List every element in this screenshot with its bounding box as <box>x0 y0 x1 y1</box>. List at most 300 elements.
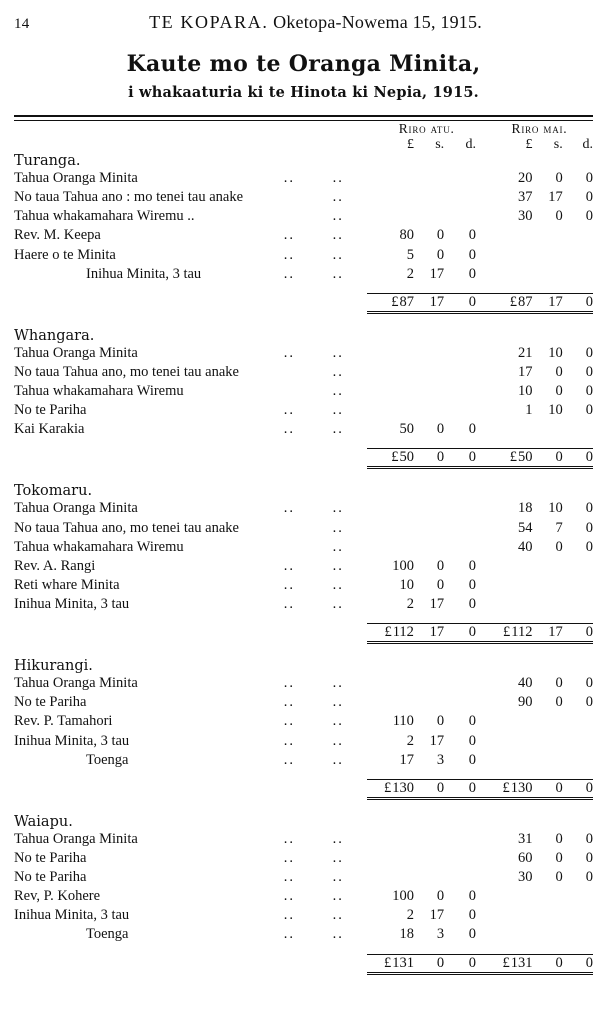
amount-left-pence <box>444 188 486 207</box>
spacer-cell <box>284 954 333 973</box>
total-right-shillings: 0 <box>533 779 563 798</box>
amount-right-shillings <box>533 712 563 731</box>
ledger-row <box>14 576 593 595</box>
total-right-pence: 0 <box>563 954 593 973</box>
amount-left-pence <box>444 344 486 363</box>
amount-right-shillings: 0 <box>555 830 563 847</box>
section-heading-row <box>14 658 593 674</box>
symbol-pence-right: d. <box>582 137 593 152</box>
amount-right-shillings <box>533 246 563 265</box>
leader-dots: .. <box>283 849 295 866</box>
amount-right-pence: 0 <box>585 383 593 399</box>
amount-left-pence: 0 <box>468 888 476 905</box>
amount-right-pence: 0 <box>585 519 593 536</box>
spacer-cell <box>14 798 593 814</box>
amount-left-pence: 0 <box>468 557 476 574</box>
section-name: Whangara. <box>14 327 95 344</box>
amount-right-pounds: 40 <box>518 675 533 692</box>
total-left-shillings: 0 <box>414 449 444 468</box>
leader-dots: .. <box>332 383 344 399</box>
amount-left-pounds: 5 <box>406 246 414 263</box>
amount-right-shillings <box>533 420 563 439</box>
ledger-row <box>14 693 593 712</box>
amount-right-pounds: 18 <box>518 500 533 517</box>
ledger-row <box>14 207 593 226</box>
amount-right-pounds <box>486 732 533 751</box>
spacer-cell <box>14 614 593 624</box>
amount-left-pounds <box>367 519 414 538</box>
amount-left-pence <box>444 207 486 226</box>
total-left-pounds: £50 <box>367 449 414 468</box>
amount-right-shillings: 0 <box>555 208 563 225</box>
amount-right-shillings: 0 <box>555 675 563 692</box>
spacer-cell <box>14 449 284 468</box>
amount-left-pence: 0 <box>468 246 476 263</box>
amount-right-shillings <box>533 751 563 770</box>
ledger-row-label: Inihua Minita, 3 tau <box>86 265 202 282</box>
amount-right-pence <box>563 925 593 944</box>
ledger-row-label: Rev. P. Tamahori <box>14 713 113 730</box>
ledger-row-label: Kai Karakia <box>14 421 85 438</box>
ledger-row-label: Tahua whakamahara Wiremu .. <box>14 208 195 225</box>
section-gap-row <box>14 643 593 659</box>
spacer-cell <box>333 954 368 973</box>
ledger-row <box>14 169 593 188</box>
total-left-shillings: 0 <box>414 954 444 973</box>
ledger-row-label: Inihua Minita, 3 tau <box>14 907 130 924</box>
leader-dots: .. <box>283 344 295 361</box>
amount-left-pounds <box>367 363 414 382</box>
amount-left-pence <box>444 868 486 887</box>
total-left-pence: 0 <box>444 624 486 643</box>
amount-left-pence: 0 <box>468 421 476 438</box>
amount-left-shillings <box>414 363 444 382</box>
amount-right-pence <box>563 906 593 925</box>
amount-left-shillings <box>414 169 444 188</box>
ledger-row <box>14 830 593 849</box>
total-left-pence: 0 <box>444 449 486 468</box>
leader-dots <box>284 188 333 207</box>
amount-left-shillings: 0 <box>436 421 445 438</box>
amount-left-shillings <box>414 693 444 712</box>
amount-left-pounds <box>367 169 414 188</box>
amount-left-shillings <box>414 499 444 518</box>
spacer-cell <box>333 779 368 798</box>
amount-left-pounds: 10 <box>399 576 414 593</box>
amount-left-pounds: 2 <box>406 907 414 924</box>
amount-left-pounds: 2 <box>406 596 414 612</box>
amount-right-shillings: 10 <box>548 402 563 419</box>
amount-right-pence <box>563 226 593 245</box>
spacer-cell <box>14 137 284 153</box>
amount-right-pence: 0 <box>585 694 593 711</box>
amount-left-pounds <box>367 344 414 363</box>
leader-dots: .. <box>332 751 344 768</box>
leader-dots <box>284 382 333 401</box>
total-left-pounds: £87 <box>367 293 414 312</box>
symbol-shilling-right: s. <box>553 137 563 152</box>
section-total-row <box>14 624 593 643</box>
amount-right-pence <box>563 751 593 770</box>
amount-right-pounds <box>486 557 533 576</box>
total-right-pence: 0 <box>563 624 593 643</box>
amount-left-pounds: 17 <box>399 751 414 768</box>
amount-left-shillings: 0 <box>436 246 445 263</box>
ledger-row <box>14 420 593 439</box>
leader-dots: .. <box>332 576 344 593</box>
section-gap-row <box>14 798 593 814</box>
leader-dots: .. <box>283 888 295 905</box>
leader-dots: .. <box>283 596 295 612</box>
total-right-shillings: 0 <box>533 954 563 973</box>
total-spacer-row <box>14 439 593 449</box>
amount-right-pounds: 31 <box>518 830 533 847</box>
leader-dots: .. <box>283 907 295 924</box>
amount-right-shillings: 0 <box>555 849 563 866</box>
total-right-pence: 0 <box>563 779 593 798</box>
amount-left-pounds <box>367 674 414 693</box>
section-gap-row <box>14 312 593 328</box>
leader-dots: .. <box>332 538 344 555</box>
total-spacer-row <box>14 770 593 780</box>
amount-right-pounds: 40 <box>518 538 533 555</box>
amount-right-shillings <box>533 925 563 944</box>
amount-left-pence: 0 <box>468 227 476 244</box>
leader-dots: .. <box>332 421 344 438</box>
ledger-row-label: Rev, P. Kohere <box>14 888 101 905</box>
ledger-row <box>14 595 593 614</box>
amount-left-shillings: 17 <box>429 907 445 924</box>
column-header-riro-mai: Riro mai. <box>511 121 568 136</box>
spacer-cell <box>14 284 593 294</box>
section-heading-row <box>14 328 593 344</box>
amount-right-pounds <box>486 265 533 284</box>
amount-right-pounds: 21 <box>518 344 533 361</box>
amount-left-pence <box>444 169 486 188</box>
ledger-row <box>14 499 593 518</box>
amount-left-pounds <box>367 849 414 868</box>
spacer-cell <box>284 779 333 798</box>
ledger-row-label: No taua Tahua ano, mo tenei tau anake <box>14 519 239 536</box>
issue-date: Oketopa-Nowema 15, 1915. <box>273 12 482 32</box>
leader-dots: .. <box>332 208 344 225</box>
total-right-pounds: £130 <box>486 779 533 798</box>
amount-right-pence: 0 <box>585 849 593 866</box>
total-right-pence: 0 <box>563 293 593 312</box>
leader-dots: .. <box>283 926 295 943</box>
spacer-cell <box>14 945 593 955</box>
amount-left-shillings <box>414 674 444 693</box>
section-name: Tokomaru. <box>14 483 93 500</box>
leader-dots: .. <box>332 869 344 885</box>
total-right-pounds: £50 <box>486 449 533 468</box>
leader-dots <box>284 519 333 538</box>
amount-left-shillings <box>414 538 444 557</box>
amount-right-pence <box>563 246 593 265</box>
amount-right-pounds: 90 <box>518 694 533 711</box>
ledger-row-label: Tahua Oranga Minita <box>14 500 138 517</box>
ledger-row <box>14 849 593 868</box>
total-right-pounds: £87 <box>486 293 533 312</box>
spacer-cell <box>333 137 368 153</box>
amount-left-pence <box>444 674 486 693</box>
amount-left-pence: 0 <box>468 713 476 730</box>
amount-right-shillings <box>533 576 563 595</box>
amount-left-shillings <box>414 519 444 538</box>
amount-left-pence: 0 <box>468 576 476 593</box>
amount-right-pounds <box>486 595 533 614</box>
amount-right-pounds: 54 <box>518 519 533 536</box>
leader-dots: .. <box>332 519 344 536</box>
amount-right-shillings: 0 <box>555 694 563 711</box>
amount-right-pounds <box>486 226 533 245</box>
section-gap-row <box>14 468 593 484</box>
leader-dots: .. <box>332 170 344 186</box>
amount-right-pounds: 10 <box>518 383 533 399</box>
leader-dots: .. <box>332 713 344 730</box>
spacer-cell <box>14 468 593 484</box>
accounts-ledger <box>14 121 593 975</box>
ledger-row-label: Tahua whakamahara Wiremu <box>14 383 184 399</box>
amount-left-pounds <box>367 538 414 557</box>
leader-dots: .. <box>283 751 295 768</box>
amount-left-pounds: 110 <box>392 713 414 730</box>
spacer-cell <box>14 121 284 137</box>
column-header-row <box>14 121 593 137</box>
ledger-row-label: No te Pariha <box>14 694 87 711</box>
amount-left-shillings <box>414 207 444 226</box>
spacer-cell <box>14 439 593 449</box>
amount-left-pounds: 2 <box>406 265 414 282</box>
amount-right-pence <box>563 595 593 614</box>
leader-dots: .. <box>283 246 295 263</box>
amount-right-pence <box>563 557 593 576</box>
amount-left-pence <box>444 499 486 518</box>
spacer-cell <box>14 779 284 798</box>
amount-left-pounds <box>367 693 414 712</box>
spacer-cell <box>333 624 368 643</box>
amount-right-pence: 0 <box>585 170 593 186</box>
leader-dots: .. <box>283 227 295 244</box>
leader-dots: .. <box>283 576 295 593</box>
leader-dots: .. <box>332 500 344 517</box>
amount-left-shillings: 0 <box>436 713 445 730</box>
total-right-pounds: £131 <box>486 954 533 973</box>
amount-left-pounds: 50 <box>399 421 414 438</box>
amount-left-pence <box>444 363 486 382</box>
section-heading-row <box>14 483 593 499</box>
leader-dots: .. <box>332 888 344 905</box>
total-spacer-row <box>14 945 593 955</box>
ledger-row <box>14 868 593 887</box>
amount-right-pounds: 30 <box>518 208 533 225</box>
ledger-row-label: Rev. M. Keepa <box>14 227 101 244</box>
amount-right-shillings: 0 <box>555 170 563 186</box>
leader-dots: .. <box>283 402 295 419</box>
total-left-pence: 0 <box>444 293 486 312</box>
ledger-row <box>14 363 593 382</box>
amount-right-shillings: 0 <box>555 383 563 399</box>
amount-right-pence: 0 <box>585 675 593 692</box>
amount-left-shillings <box>414 830 444 849</box>
spacer-cell <box>284 624 333 643</box>
leader-dots: .. <box>332 830 344 847</box>
leader-dots: .. <box>332 907 344 924</box>
ledger-row-label: Haere o te Minita <box>14 246 116 263</box>
amount-left-shillings: 17 <box>429 265 445 282</box>
ledger-row <box>14 906 593 925</box>
total-right-shillings: 17 <box>533 293 563 312</box>
spacer-cell <box>14 293 284 312</box>
ledger-row-label: No te Pariha <box>14 849 87 866</box>
amount-right-pounds <box>486 246 533 265</box>
leader-dots: .. <box>332 926 344 943</box>
leader-dots: .. <box>283 500 295 517</box>
spacer-cell <box>14 770 593 780</box>
total-left-pence: 0 <box>444 779 486 798</box>
ledger-row-label: No taua Tahua ano : mo tenei tau anake <box>14 189 244 206</box>
leader-dots: .. <box>332 265 344 282</box>
leader-dots: .. <box>283 830 295 847</box>
leader-dots: .. <box>332 246 344 263</box>
amount-left-pounds: 100 <box>392 888 414 905</box>
spacer-cell <box>333 449 368 468</box>
amount-left-shillings <box>414 849 444 868</box>
page-subtitle: i whakaaturia ki te Hinota ki Nepia, 1915. <box>128 84 479 101</box>
ledger-row-label: Tahua Oranga Minita <box>14 170 138 186</box>
amount-left-pence: 0 <box>468 732 476 749</box>
amount-right-shillings <box>533 732 563 751</box>
amount-left-shillings <box>414 401 444 420</box>
leader-dots <box>284 207 333 226</box>
amount-right-pence <box>563 732 593 751</box>
spacer-cell <box>14 643 593 659</box>
total-right-shillings: 17 <box>533 624 563 643</box>
leader-dots: .. <box>332 596 344 612</box>
amount-right-shillings <box>533 226 563 245</box>
amount-right-shillings: 7 <box>555 519 563 536</box>
leader-dots: .. <box>332 227 344 244</box>
ledger-row-label: Inihua Minita, 3 tau <box>14 596 130 612</box>
spacer-cell <box>14 312 593 328</box>
amount-right-shillings: 0 <box>555 538 563 555</box>
ledger-row-label: Tahua whakamahara Wiremu <box>14 538 184 555</box>
amount-left-shillings: 17 <box>429 596 445 612</box>
amount-left-pence <box>444 382 486 401</box>
ledger-row <box>14 712 593 731</box>
amount-right-pence: 0 <box>585 344 593 361</box>
leader-dots: .. <box>332 344 344 361</box>
ledger-row-label: Toenga <box>86 751 129 768</box>
amount-left-shillings <box>414 868 444 887</box>
leader-dots: .. <box>332 363 344 380</box>
amount-left-pounds <box>367 207 414 226</box>
amount-right-pence: 0 <box>585 830 593 847</box>
symbol-pound-right: £ <box>525 137 533 152</box>
amount-left-pence <box>444 693 486 712</box>
amount-right-shillings <box>533 265 563 284</box>
amount-right-pence <box>563 576 593 595</box>
leader-dots: .. <box>332 849 344 866</box>
amount-left-pounds: 100 <box>392 557 414 574</box>
ledger-row <box>14 226 593 245</box>
ledger-row <box>14 265 593 284</box>
amount-right-pounds: 60 <box>518 849 533 866</box>
amount-left-shillings: 0 <box>436 576 445 593</box>
section-total-row <box>14 779 593 798</box>
amount-right-pounds <box>486 925 533 944</box>
amount-left-pounds <box>367 188 414 207</box>
leader-dots: .. <box>283 265 295 282</box>
amount-left-shillings: 3 <box>436 926 445 943</box>
amount-left-pence <box>444 830 486 849</box>
section-heading-row <box>14 153 593 169</box>
amount-left-shillings: 3 <box>436 751 445 768</box>
symbol-pence-left: d. <box>465 137 476 152</box>
amount-right-shillings <box>533 906 563 925</box>
total-left-pence: 0 <box>444 954 486 973</box>
total-left-pounds: £130 <box>367 779 414 798</box>
accounts-table <box>14 121 593 975</box>
total-right-pounds: £112 <box>486 624 533 643</box>
ledger-row <box>14 732 593 751</box>
ledger-row <box>14 751 593 770</box>
leader-dots <box>284 363 333 382</box>
ledger-row <box>14 538 593 557</box>
amount-left-pence: 0 <box>468 751 476 768</box>
amount-left-pence: 0 <box>468 926 476 943</box>
amount-right-pounds: 1 <box>525 402 533 419</box>
ledger-row-label: Tahua Oranga Minita <box>14 344 138 361</box>
spacer-cell <box>284 293 333 312</box>
section-name: Waiapu. <box>14 813 73 830</box>
ledger-row <box>14 344 593 363</box>
amount-left-shillings: 0 <box>436 227 445 244</box>
ledger-row <box>14 188 593 207</box>
amount-right-pence: 0 <box>585 189 593 206</box>
amount-left-pounds <box>367 401 414 420</box>
ledger-row-label: No taua Tahua ano, mo tenei tau anake <box>14 363 239 380</box>
amount-left-pence: 0 <box>468 907 476 924</box>
spacer-cell <box>333 293 368 312</box>
spacer-cell <box>333 121 368 137</box>
amount-right-pence: 0 <box>585 363 593 380</box>
leader-dots: .. <box>332 694 344 711</box>
amount-left-shillings <box>414 188 444 207</box>
total-left-pounds: £112 <box>367 624 414 643</box>
amount-right-pence <box>563 887 593 906</box>
title-block <box>0 51 607 101</box>
amount-left-pounds <box>367 830 414 849</box>
ledger-row-label: No te Pariha <box>14 402 87 419</box>
spacer-cell <box>284 121 333 137</box>
leader-dots: .. <box>283 732 295 749</box>
amount-left-pounds: 2 <box>406 732 414 749</box>
amount-left-shillings <box>414 344 444 363</box>
amount-right-pence <box>563 712 593 731</box>
amount-right-shillings: 10 <box>548 344 563 361</box>
amount-left-pounds <box>367 382 414 401</box>
amount-left-pence <box>444 519 486 538</box>
total-left-shillings: 17 <box>414 624 444 643</box>
amount-left-shillings: 0 <box>436 888 445 905</box>
ledger-row <box>14 887 593 906</box>
leader-dots: .. <box>283 694 295 711</box>
section-total-row <box>14 293 593 312</box>
total-right-pence: 0 <box>563 449 593 468</box>
section-name: Hikurangi. <box>14 658 93 675</box>
running-head <box>0 0 607 33</box>
